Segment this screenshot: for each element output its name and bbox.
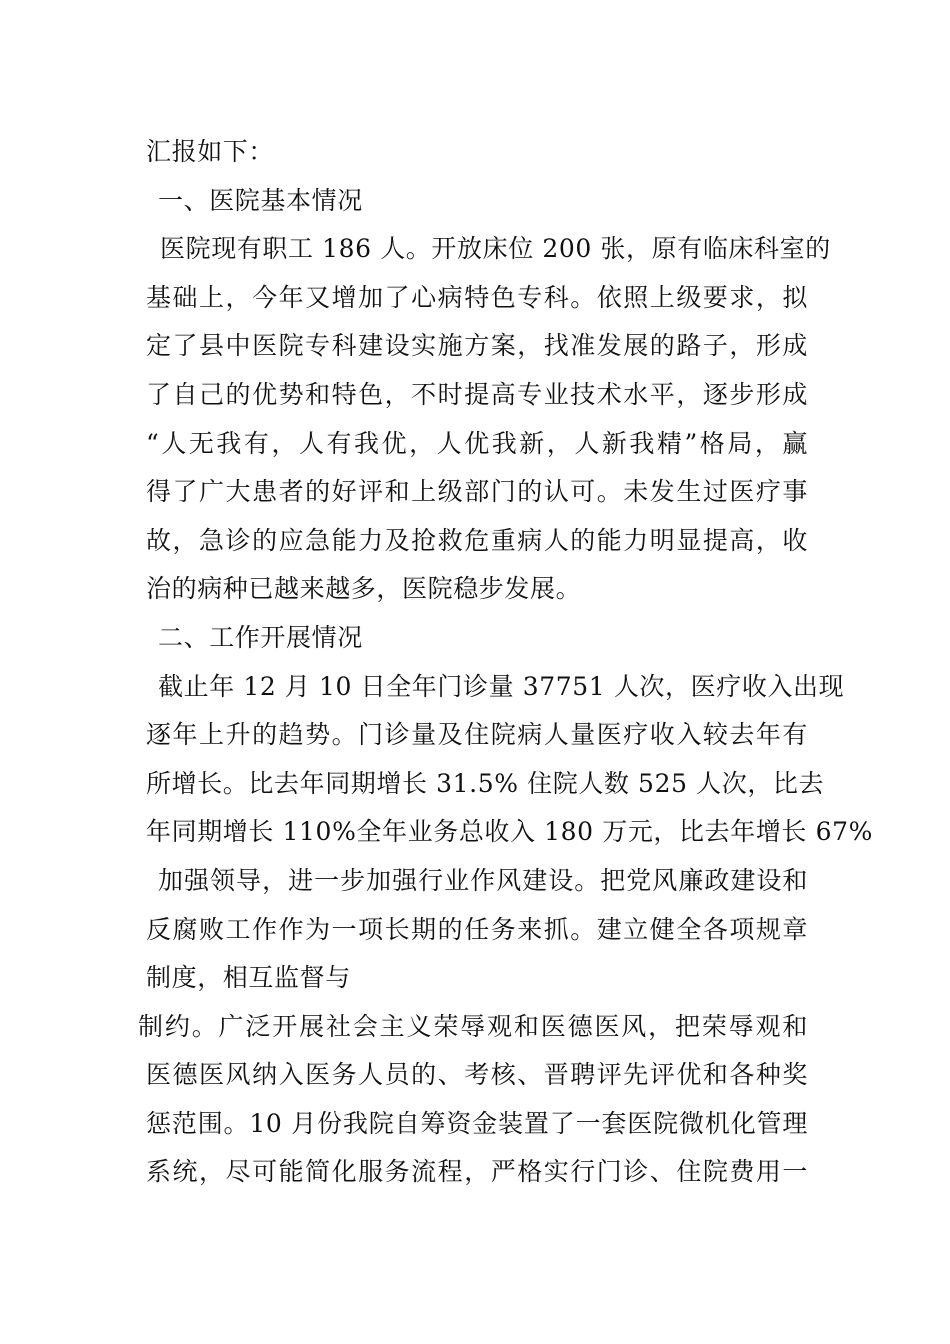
text-line: 惩范围。10 月份我院自筹资金装置了一套医院微机化管理 xyxy=(146,1108,808,1138)
text-line: 医院现有职工 186 人。开放床位 200 张，原有临床科室的 xyxy=(160,234,831,264)
text-line: 故，急诊的应急能力及抢救危重病人的能力明显提高，收 xyxy=(146,525,808,555)
section-heading-work: 二、工作开展情况 xyxy=(158,622,363,652)
text-line: 截止年 12 月 10 日全年门诊量 37751 人次，医疗收入出现 xyxy=(158,671,845,701)
text-line: 系统，尽可能简化服务流程，严格实行门诊、住院费用一 xyxy=(146,1157,808,1187)
text-line: 逐年上升的趋势。门诊量及住院病人量医疗收入较去年有 xyxy=(146,720,808,750)
section-heading-basic: 一、医院基本情况 xyxy=(158,185,363,215)
text-line: 基础上，今年又增加了心病特色专科。依照上级要求，拟 xyxy=(146,282,808,312)
text-line: 所增长。比去年同期增长 31.5% 住院人数 525 人次，比去 xyxy=(146,768,825,798)
text-line: 治的病种已越来越多，医院稳步发展。 xyxy=(146,574,582,604)
text-line: 定了县中医院专科建设实施方案，找准发展的路子，形成 xyxy=(146,331,808,361)
text-line: 了自己的优势和特色，不时提高专业技术水平，逐步形成 xyxy=(146,379,808,409)
document-body xyxy=(138,128,873,1197)
text-line: 医德医风纳入医务人员的、考核、晋聘评先评优和各种奖 xyxy=(146,1060,808,1090)
text-line: 汇报如下： xyxy=(146,137,275,166)
text-line: 制约。广泛开展社会主义荣辱观和医德医风，把荣辱观和 xyxy=(138,1011,808,1041)
text-line: 年同期增长 110%全年业务总收入 180 万元，比去年增长 67% xyxy=(146,817,873,847)
text-line: 加强领导，进一步加强行业作风建设。把党风廉政建设和 xyxy=(158,865,808,895)
text-line: 反腐败工作作为一项长期的任务来抓。建立健全各项规章 xyxy=(146,914,808,944)
text-line: 得了广大患者的好评和上级部门的认可。未发生过医疗事 xyxy=(146,477,808,507)
text-line: 制度，相互监督与 xyxy=(146,963,351,993)
text-line: “人无我有，人有我优，人优我新，人新我精”格局，赢 xyxy=(146,428,808,458)
